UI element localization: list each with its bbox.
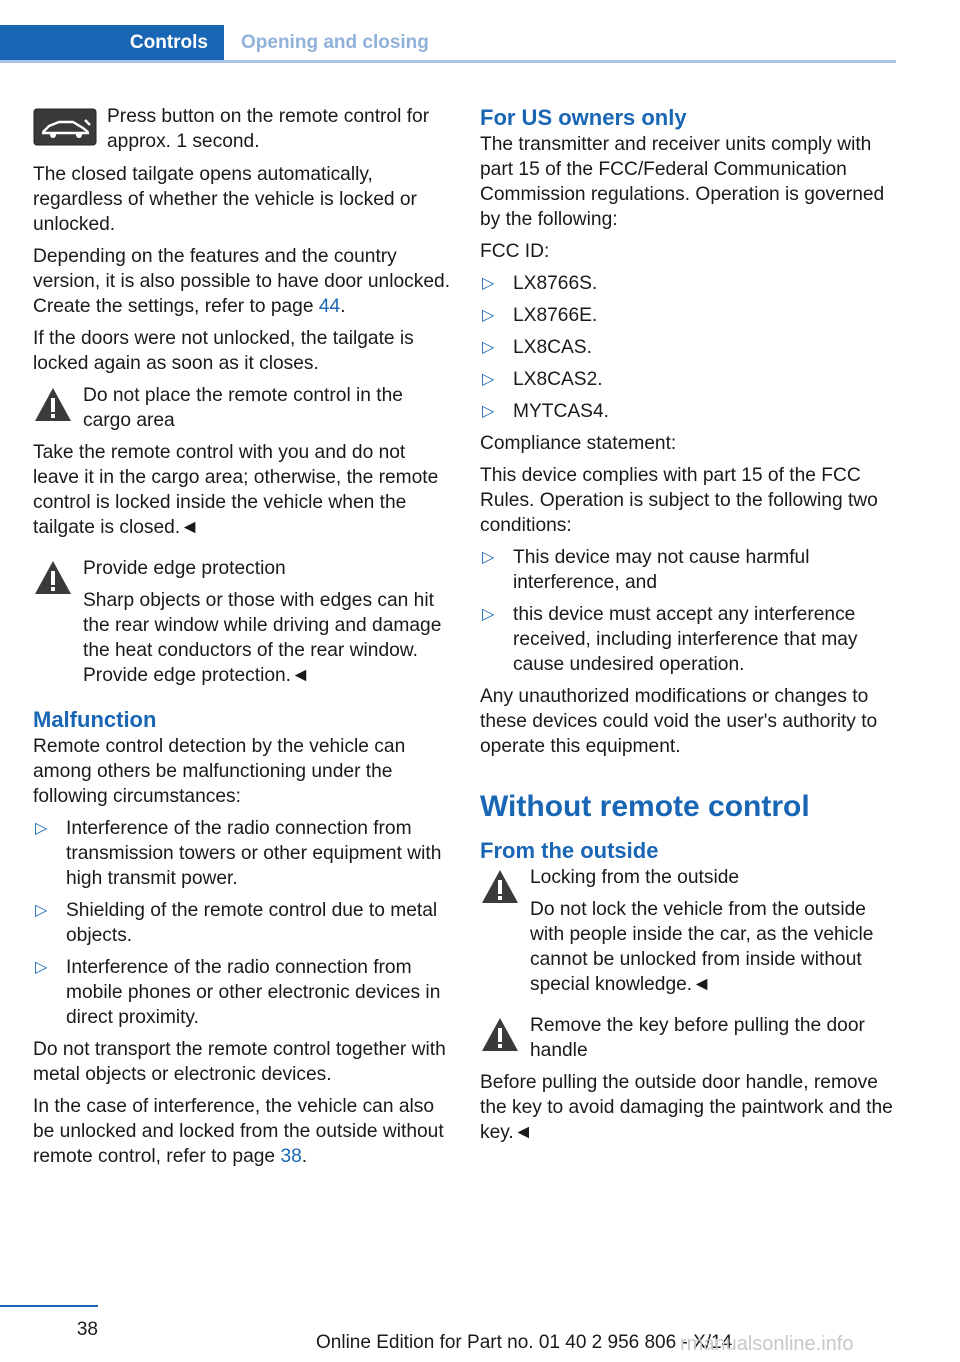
paragraph-end: .	[340, 296, 346, 317]
warning-title: Provide edge protection	[83, 558, 286, 579]
heading-malfunction: Malfunction	[33, 707, 157, 732]
warning-triangle-icon	[480, 868, 520, 913]
heading-without-remote: Without remote control	[480, 790, 810, 823]
paragraph-tailgate-opens: The closed tailgate opens automatically, regardless of whether the vehicle is locked or unlocked.	[33, 164, 417, 235]
list-item	[33, 898, 451, 948]
list-item	[480, 271, 898, 296]
header-rule	[0, 60, 896, 63]
list-item	[480, 367, 898, 392]
list-item	[480, 303, 898, 328]
bullet-triangle-icon: ▷	[482, 339, 495, 356]
warning-triangle-icon	[33, 386, 73, 431]
warning-edge-protection	[33, 556, 451, 688]
malfunction-list	[33, 816, 451, 1030]
list-item-text: LX8CAS2.	[513, 369, 603, 390]
warning-triangle-icon	[33, 559, 73, 604]
tab-controls[interactable]: Controls	[0, 25, 224, 63]
warning-locking-outside	[480, 865, 898, 997]
fcc-id-list	[480, 271, 898, 424]
list-item	[480, 602, 898, 677]
bullet-triangle-icon: ▷	[482, 606, 495, 623]
warning-body: Sharp objects or those with edges can hit the rear window while driving and damage the heat conductors of the rear window. Provide edge protection.◄	[83, 590, 442, 686]
warning-title: Do not place the remote control in the cargo area	[83, 385, 403, 431]
bullet-triangle-icon: ▷	[482, 371, 495, 388]
list-item	[480, 399, 898, 424]
warning-body: Before pulling the outside door handle, remove the key to avoid damaging the paintwork and the key.◄	[480, 1072, 893, 1143]
tailgate-instruction	[33, 104, 451, 154]
paragraph-door-unlocked-text: Depending on the features and the country version, it is also possible to have door unlocked. Create the settings, refer to page	[33, 246, 451, 317]
car-tailgate-icon	[33, 108, 97, 153]
page-link-38[interactable]: 38	[280, 1146, 302, 1167]
compliance-label: Compliance statement:	[480, 433, 677, 454]
warning-title: Locking from the outside	[530, 867, 740, 888]
list-item-text: Interference of the radio connection from transmission towers or other equipment with high transmit power.	[66, 818, 442, 889]
bullet-triangle-icon: ▷	[482, 307, 495, 324]
warning-title: Remove the key before pulling the door handle	[530, 1015, 865, 1061]
list-item	[33, 955, 451, 1030]
list-item	[480, 545, 898, 595]
bullet-triangle-icon: ▷	[35, 959, 48, 976]
conditions-list	[480, 545, 898, 677]
footer-rule	[0, 1305, 98, 1307]
fcc-id-label: FCC ID:	[480, 241, 550, 262]
paragraph-end: .	[301, 1146, 308, 1167]
watermark: rmanualsonline.info	[680, 1333, 854, 1355]
list-item-text: LX8766E.	[513, 305, 598, 326]
list-item-text: MYTCAS4.	[513, 401, 609, 422]
heading-us-owners: For US owners only	[480, 105, 687, 130]
paragraph-malfunction-intro: Remote control detection by the vehicle can among others be malfunctioning under the following circumstances:	[33, 736, 406, 807]
tailgate-instruction-text: Press button on the remote control for approx. 1 second.	[107, 106, 430, 152]
list-item	[480, 335, 898, 360]
page-link-44[interactable]: 44	[318, 296, 341, 317]
bullet-triangle-icon: ▷	[482, 403, 495, 420]
compliance-text: This device complies with part 15 of the FCC Rules. Operation is subject to the following two conditions:	[480, 465, 878, 536]
bullet-triangle-icon: ▷	[482, 275, 495, 292]
left-column	[33, 104, 451, 1176]
list-item-text: Shielding of the remote control due to metal objects.	[66, 900, 438, 946]
warning-body: Take the remote control with you and do not leave it in the cargo area; otherwise, the remote control is locked inside the vehicle when the tailgate is closed.◄	[33, 442, 439, 538]
paragraph-modifications: Any unauthorized modifications or changes to these devices could void the user's authority to operate this equipment.	[480, 686, 878, 757]
warning-cargo-area	[33, 383, 451, 540]
list-item-text: this device must accept any interference received, including interference that may cause undesired operation.	[513, 604, 858, 675]
warning-body: Do not lock the vehicle from the outside with people inside the car, as the vehicle cannot be unlocked from inside without special knowledge.◄	[530, 899, 874, 995]
page-header	[0, 25, 896, 63]
paragraph-tailgate-locked: If the doors were not unlocked, the tailgate is locked again as soon as it closes.	[33, 328, 414, 374]
warning-triangle-icon	[480, 1016, 520, 1061]
bullet-triangle-icon: ▷	[35, 902, 48, 919]
paragraph-interference-text: In the case of interference, the vehicle can also be unlocked and locked from the outside without remote control, refer to page	[33, 1096, 444, 1167]
bullet-triangle-icon: ▷	[35, 820, 48, 837]
heading-from-outside: From the outside	[480, 838, 659, 863]
list-item-text: This device may not cause harmful interference, and	[513, 547, 810, 593]
list-item-text: LX8766S.	[513, 273, 598, 294]
list-item-text: LX8CAS.	[513, 337, 592, 358]
tab-opening-and-closing[interactable]: Opening and closing	[241, 32, 429, 53]
paragraph-door-unlocked	[33, 244, 451, 319]
list-item	[33, 816, 451, 891]
bullet-triangle-icon: ▷	[482, 549, 495, 566]
edition-footer: Online Edition for Part no. 01 40 2 956 806 - X/14	[316, 1332, 733, 1353]
paragraph-fcc-intro: The transmitter and receiver units comply with part 15 of the FCC/Federal Communication Commission regulations. Operation is governed by the following:	[480, 134, 885, 230]
warning-remove-key	[480, 1013, 898, 1145]
page-number: 38	[76, 1319, 98, 1340]
paragraph-transport: Do not transport the remote control together with metal objects or electronic devices.	[33, 1039, 446, 1085]
list-item-text: Interference of the radio connection from mobile phones or other electronic devices in direct proximity.	[66, 957, 441, 1028]
paragraph-interference	[33, 1094, 451, 1169]
right-column	[480, 104, 898, 1153]
